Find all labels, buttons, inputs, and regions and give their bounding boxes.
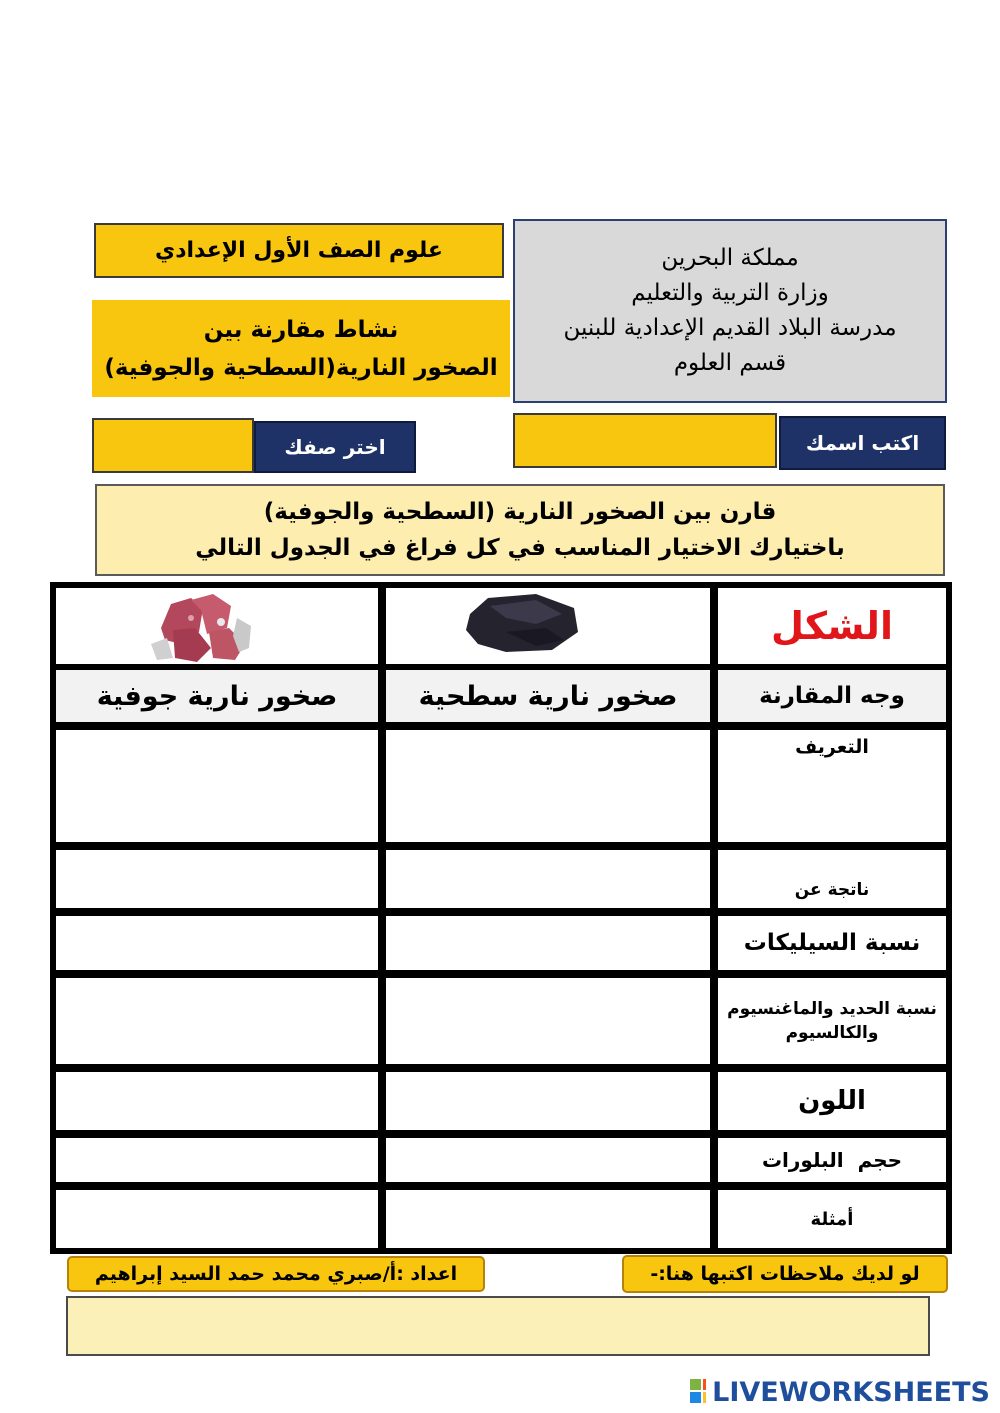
answer-intrusive-crystal-size[interactable]: [56, 1138, 378, 1182]
row-label-iron-magnesium: نسبة الحديد والماغنسيوم والكالسيوم: [718, 978, 946, 1064]
answer-extrusive-iron-magnesium[interactable]: [386, 978, 710, 1064]
name-input[interactable]: [513, 413, 777, 468]
shape-header: الشكل: [718, 588, 946, 664]
comparison-header: وجه المقارنة: [718, 670, 946, 722]
class-select[interactable]: [92, 418, 254, 473]
answer-intrusive-examples[interactable]: [56, 1190, 378, 1248]
row-label-examples: أمثلة: [718, 1190, 946, 1248]
answer-extrusive-definition[interactable]: [386, 730, 710, 842]
row-label-color: اللون: [718, 1072, 946, 1130]
school-name: مدرسة البلاد القديم الإعدادية للبنين: [563, 315, 897, 341]
notes-label: لو لديك ملاحظات اكتبها هنا:-: [622, 1255, 948, 1293]
answer-intrusive-color[interactable]: [56, 1072, 378, 1130]
instructions-line-2: باختيارك الاختيار المناسب في كل فراغ في الجدول التالي: [195, 535, 845, 561]
extrusive-rock-image: [386, 588, 710, 664]
activity-line-2: الصخور النارية(السطحية والجوفية): [104, 354, 498, 381]
answer-extrusive-silicates[interactable]: [386, 916, 710, 970]
row-label-origin: ناتجة عن: [718, 850, 946, 908]
answer-intrusive-silicates[interactable]: [56, 916, 378, 970]
liveworksheets-logo: [690, 1372, 990, 1412]
col-intrusive-header: صخور نارية جوفية: [56, 670, 378, 722]
answer-extrusive-origin[interactable]: [386, 850, 710, 908]
notes-input[interactable]: [66, 1296, 930, 1356]
class-label: اختر صفك: [254, 421, 416, 473]
answer-extrusive-color[interactable]: [386, 1072, 710, 1130]
answer-extrusive-crystal-size[interactable]: [386, 1138, 710, 1182]
answer-intrusive-definition[interactable]: [56, 730, 378, 842]
extrusive-image-cell: [386, 588, 710, 664]
activity-title: [92, 300, 510, 397]
answer-intrusive-origin[interactable]: [56, 850, 378, 908]
intrusive-image-cell: [56, 588, 378, 664]
row-label-crystal-size: حجم البلورات: [718, 1138, 946, 1182]
col-extrusive-header: صخور نارية سطحية: [386, 670, 710, 722]
department-name: قسم العلوم: [673, 350, 787, 376]
instructions-box: [95, 484, 945, 576]
comparison-table: [50, 582, 952, 1254]
answer-extrusive-examples[interactable]: [386, 1190, 710, 1248]
country-name: مملكة البحرين: [661, 245, 799, 271]
answer-intrusive-iron-magnesium[interactable]: [56, 978, 378, 1064]
liveworksheets-icon: [690, 1379, 706, 1405]
row-label-definition: التعريف: [718, 730, 946, 842]
subject-title: علوم الصف الأول الإعدادي: [94, 223, 504, 278]
name-label: اكتب اسمك: [779, 416, 946, 470]
author-credit: اعداد :أ/صبري محمد حمد السيد إبراهيم: [67, 1256, 485, 1292]
instructions-line-1: قارن بين الصخور النارية (السطحية والجوفية): [263, 499, 777, 525]
school-info-box: [513, 219, 947, 403]
ministry-name: وزارة التربية والتعليم: [631, 280, 829, 306]
brand-name: LIVEWORKSHEETS: [712, 1376, 990, 1408]
row-label-silicates: نسبة السيليكات: [718, 916, 946, 970]
intrusive-rock-image: [56, 588, 378, 664]
activity-line-1: نشاط مقارنة بين: [203, 316, 399, 343]
